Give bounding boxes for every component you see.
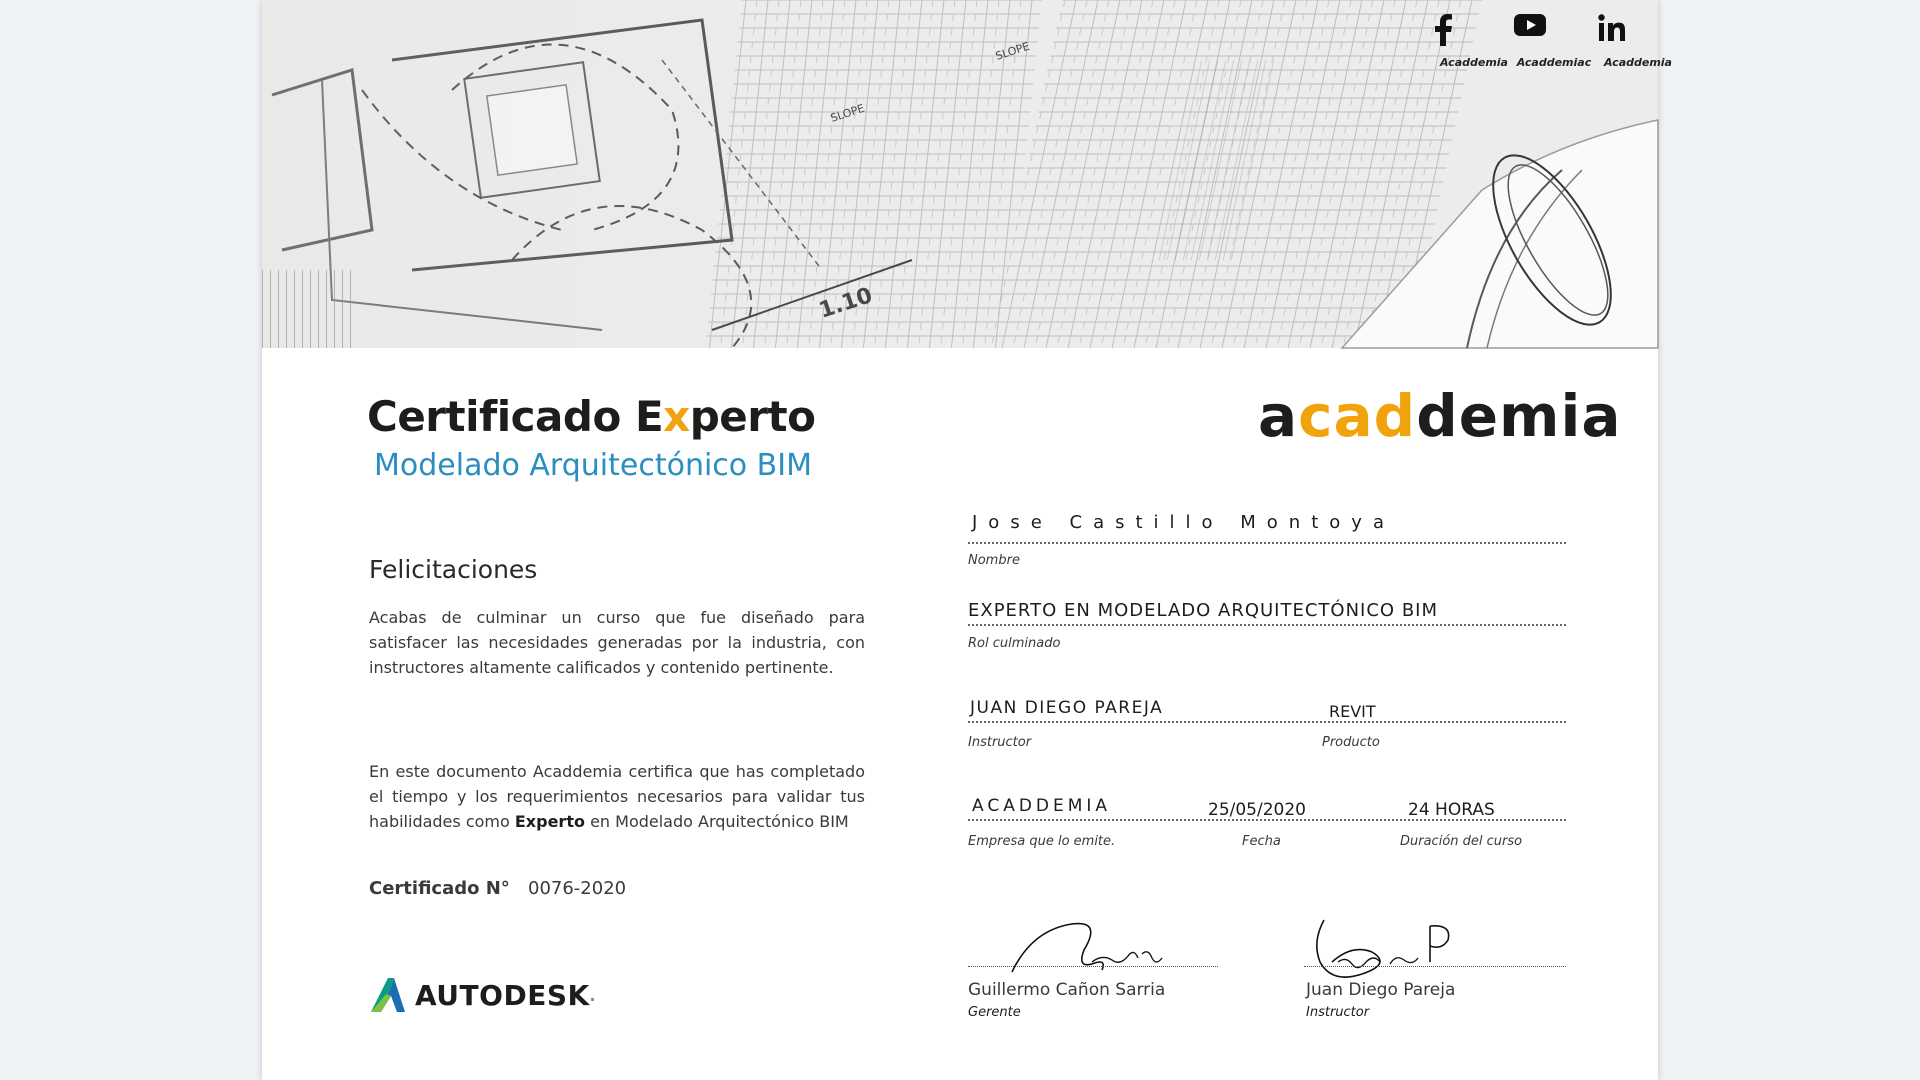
logo-part-rest: demia xyxy=(1416,382,1622,450)
facebook-label: Acaddemia xyxy=(1440,56,1508,69)
title-text-end: perto xyxy=(689,392,816,441)
instructor-value: JUAN DIEGO PAREJA xyxy=(970,698,1164,718)
signer-role-instructor: Instructor xyxy=(1306,1005,1370,1020)
product-caption: Producto xyxy=(1322,735,1380,750)
signature-line-gerente xyxy=(968,966,1218,967)
company-caption: Empresa que lo emite. xyxy=(968,834,1116,849)
linkedin-label: Acaddemia xyxy=(1604,56,1672,69)
paragraph-text: En este documento Acaddemia certifica que has completado el tiempo y los requerimientos necesarios para validar tus habilidades como xyxy=(369,762,865,831)
cert-number-label: Certificado N° xyxy=(369,878,510,899)
name-line xyxy=(968,542,1566,544)
autodesk-icon xyxy=(369,976,407,1014)
youtube-label: Acaddemiac xyxy=(1516,56,1592,69)
signature-line-instructor xyxy=(1304,966,1566,967)
signer-role-gerente: Gerente xyxy=(968,1005,1021,1020)
date-caption: Fecha xyxy=(1242,834,1281,849)
social-facebook[interactable] xyxy=(1434,14,1514,69)
signature-gerente xyxy=(992,910,1192,980)
role-line xyxy=(968,624,1566,626)
congrats-heading: Felicitaciones xyxy=(369,555,538,584)
logo-part-a: a xyxy=(1258,382,1299,450)
instructor-caption: Instructor xyxy=(968,735,1032,750)
paragraph-bold: Experto xyxy=(514,812,585,831)
name-caption: Nombre xyxy=(968,553,1020,568)
social-linkedin[interactable] xyxy=(1598,14,1678,69)
cert-number-value: 0076-2020 xyxy=(528,878,627,899)
paragraph-text-end: en Modelado Arquitectónico BIM xyxy=(590,812,849,831)
title-text: Certificado E xyxy=(367,392,664,441)
title-highlight: x xyxy=(663,392,690,441)
company-value: ACADDEMIA xyxy=(972,796,1112,816)
logo-part-cad: cad xyxy=(1298,382,1417,450)
role-caption: Rol culminado xyxy=(968,636,1061,651)
course-subtitle: Modelado Arquitectónico BIM xyxy=(374,448,812,483)
company-line xyxy=(968,819,1566,821)
social-youtube[interactable] xyxy=(1514,14,1594,69)
duration-caption: Duración del curso xyxy=(1400,834,1523,849)
date-value: 25/05/2020 xyxy=(1208,800,1306,820)
autodesk-logo xyxy=(369,976,595,1014)
autodesk-wordmark: AUTODESK xyxy=(415,978,590,1012)
student-name: Jose Castillo Montoya xyxy=(972,512,1395,533)
architectural-banner xyxy=(262,0,1672,348)
certificate xyxy=(262,0,1672,1080)
signer-name-gerente: Guillermo Cañon Sarria xyxy=(968,980,1166,1000)
signer-name-instructor: Juan Diego Pareja xyxy=(1306,980,1456,1000)
acaddemia-logo xyxy=(1258,382,1622,450)
instructor-line xyxy=(968,721,1566,723)
intro-paragraph: Acabas de culminar un curso que fue diseñado para satisfacer las necesidades generadas por la industria, con instructores altamente calificados y contenido pertinente. xyxy=(369,608,865,677)
product-value: REVIT xyxy=(1329,702,1376,721)
certification-paragraph xyxy=(369,759,865,834)
duration-value: 24 HORAS xyxy=(1408,800,1495,820)
certificate-title xyxy=(367,392,815,441)
autodesk-mark: . xyxy=(589,983,596,1006)
role-value: EXPERTO EN MODELADO ARQUITECTÓNICO BIM xyxy=(968,600,1438,621)
